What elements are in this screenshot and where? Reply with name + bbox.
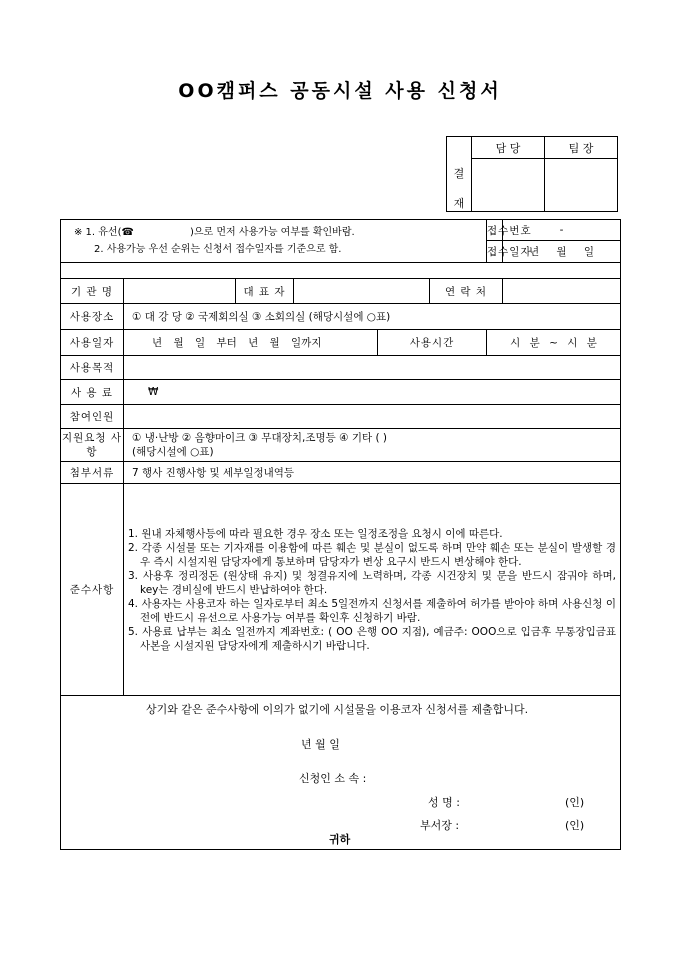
support-label: 지원요청 사항 [61,429,124,462]
head-seal[interactable]: (인) [565,819,585,832]
rule-item: 4. 사용자는 사용코자 하는 일자로부터 최소 5일전까지 신청서를 제출하여 허가를 받아야 하며 사용신청 이전에 반드시 유선으로 사용가능 여부를 확인후 신청하기 바람. [128,597,617,624]
declaration-date[interactable]: 년 월 일 [301,738,340,751]
attachment-value: 7 행사 진행사항 및 세부일정내역등 [124,462,621,484]
contact-input[interactable] [503,279,621,304]
approval-col-leader: 팀 장 [545,137,618,159]
rule-item: 3. 사용후 정리정돈 (원상태 유지) 및 청결유지에 노력하며, 각종 시건장치 및 문을 반드시 잠궈야 하며, key는 경비실에 반드시 반납하여야 한다. [128,569,617,596]
time-label: 사용시간 [378,330,487,356]
rule-item: 1. 원내 자체행사등에 따라 필요한 경우 장소 또는 일정조정을 요청시 이에 따른다. [128,527,503,540]
attachment-label: 첨부서류 [61,462,124,484]
receipt-number-value[interactable]: - [503,220,621,241]
receipt-number-label: 접수번호 [487,220,503,241]
fee-label: 사 용 료 [61,380,124,405]
applicant-name-label: 성 명 : [428,796,460,809]
rule-item: 5. 사용료 납부는 최소 일전까지 계좌번호: ( OO 은행 OO 지점), 예금주: OOO으로 입금후 무통장입금표 사본을 시설지원 담당자에게 제출하시기 바랍니다. [128,625,617,652]
approval-label: 결 재 [447,137,472,212]
rep-input[interactable] [294,279,430,304]
participants-input[interactable] [124,405,621,429]
org-input[interactable] [124,279,236,304]
page-title: OO캠퍼스 공동시설 사용 신청서 [178,80,502,102]
approval-col-staff: 담 당 [472,137,545,159]
place-options[interactable]: ① 대 강 당 ② 국제회의실 ③ 소회의실 (해당시설에 ○표) [124,304,621,330]
time-range[interactable]: 시 분 ~ 시 분 [487,330,621,356]
rules-label: 준수사항 [61,484,124,696]
rule-item: 2. 각종 시설물 또는 기자재를 이용함에 따른 훼손 및 분실이 없도록 하며 만약 훼손 또는 분실이 발생할 경우 즉시 시설지원 담당자에게 통보하며 담당자가 변상 요구시 반드시 변상해야 한다. [128,541,617,568]
applicant-affiliation[interactable]: 신청인 소 속 : [299,772,367,785]
head-label: 부서장 : [420,819,460,832]
rep-label: 대 표 자 [236,279,294,304]
contact-label: 연 락 처 [430,279,503,304]
purpose-label: 사용목적 [61,356,124,380]
approval-box [446,136,618,212]
purpose-input[interactable] [124,356,621,380]
rules-list [124,484,621,696]
notice: ※ 1. 유선(☎ )으로 먼저 사용가능 여부를 확인바람. 2. 사용가능 우선 순위는 신청서 접수일자를 기준으로 함. [61,220,487,263]
application-form [60,219,621,850]
declaration [61,696,621,850]
addressee: 귀하 [329,833,351,846]
applicant-seal[interactable]: (인) [565,796,585,809]
participants-label: 참여인원 [61,405,124,429]
approval-sign-leader[interactable] [545,159,618,212]
receipt-date-label: 접수일자 [487,241,503,263]
org-label: 기 관 명 [61,279,124,304]
fee-input[interactable]: ₩ [124,380,621,405]
declaration-statement: 상기와 같은 준수사항에 이의가 없기에 시설물을 이용코자 신청서를 제출합니다. [145,703,529,716]
approval-sign-staff[interactable] [472,159,545,212]
receipt-date-value[interactable]: 년 월 일 [503,241,621,263]
place-label: 사용장소 [61,304,124,330]
support-options[interactable]: ① 냉·난방 ② 음향마이크 ③ 무대장치,조명등 ④ 기타 ( ) (해당시설에 ○표) [124,429,621,462]
date-label: 사용일자 [61,330,124,356]
date-range[interactable]: 년 월 일 부터 년 월 일까지 [124,330,378,356]
phone-icon: ☎ [121,227,134,238]
